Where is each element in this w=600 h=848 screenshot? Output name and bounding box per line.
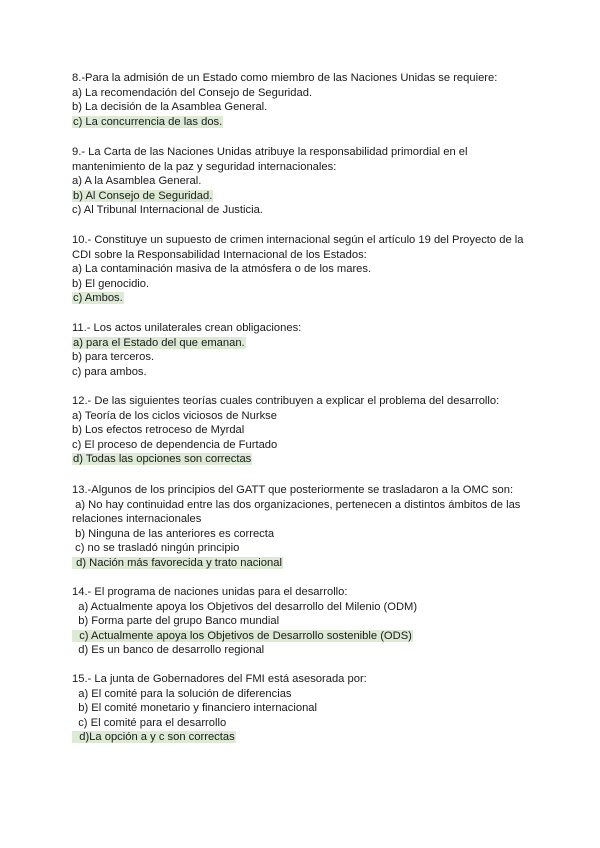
answer-option: c) Al Tribunal Internacional de Justicia. xyxy=(72,204,263,217)
question-15 xyxy=(72,672,532,745)
answer-option: b) La decisión de la Asamblea General. xyxy=(72,101,268,114)
answer-option: c) El comité para el desarrollo xyxy=(72,716,227,729)
correct-answer-option: a) para el Estado del que emanan. xyxy=(73,336,245,349)
correct-answer-option: c) Ambos. xyxy=(73,292,123,305)
answer-option: b) Forma parte del grupo Banco mundial xyxy=(72,615,280,628)
question-stem: 15.- La junta de Gobernadores del FMI está asesorada por: xyxy=(72,673,367,685)
question-stem: 8.-Para la admisión de un Estado como miembro de las Naciones Unidas se requiere: xyxy=(72,72,498,84)
question-stem: 9.- La Carta de las Naciones Unidas atribuye la responsabilidad primordial en el xyxy=(72,146,468,158)
correct-answer-option: d) Todas las opciones son correctas xyxy=(73,453,252,466)
question-13 xyxy=(72,483,532,571)
question-stem: 10.- Constituye un supuesto de crimen internacional según el artículo 19 del Proyecto de la xyxy=(72,234,524,246)
question-stem: 14.- El programa de naciones unidas para el desarrollo: xyxy=(72,586,348,598)
answer-option: b) Ninguna de las anteriores es correcta xyxy=(72,527,275,540)
question-8 xyxy=(72,71,532,129)
question-stem: 12.- De las siguientes teorías cuales contribuyen a explicar el problema del desarrollo: xyxy=(72,395,500,407)
question-stem: mantenimiento de la paz y seguridad internacionales: xyxy=(72,160,337,173)
correct-answer-option: d)La opción a y c son correctas xyxy=(73,731,235,744)
question-9 xyxy=(72,145,532,218)
answer-option: a) Actualmente apoya los Objetivos del desarrollo del Milenio (ODM) xyxy=(72,600,418,613)
question-11 xyxy=(72,321,532,379)
answer-option-continued: relaciones internacionales xyxy=(72,513,202,526)
correct-answer-option: b) Al Consejo de Seguridad. xyxy=(73,189,213,202)
answer-option: a) La recomendación del Consejo de Seguridad. xyxy=(72,86,313,99)
question-stem: CDI sobre la Responsabilidad Internacional de los Estados: xyxy=(72,248,367,261)
correct-answer-option: c) Actualmente apoya los Objetivos de Desarrollo sostenible (ODS) xyxy=(73,629,412,642)
answer-option: d) Es un banco de desarrollo regional xyxy=(72,644,265,657)
answer-option: b) Los efectos retroceso de Myrdal xyxy=(72,424,245,437)
answer-option: a) No hay continuidad entre las dos organizaciones, pertenecen a distintos ámbitos de las xyxy=(72,498,521,511)
answer-option: a) El comité para la solución de diferencias xyxy=(72,687,292,700)
question-12 xyxy=(72,394,532,467)
correct-answer-option: c) La concurrencia de las dos. xyxy=(73,115,223,128)
question-stem: 11.- Los actos unilaterales crean obligaciones: xyxy=(72,322,302,334)
question-14 xyxy=(72,585,532,658)
answer-option: b) para terceros. xyxy=(72,351,155,364)
answer-option: b) El comité monetario y financiero internacional xyxy=(72,702,317,715)
correct-answer-option: d) Nación más favorecida y trato nacional xyxy=(73,556,282,569)
answer-option: c) no se trasladó ningún principio xyxy=(72,542,240,555)
answer-option: a) La contaminación masiva de la atmósfera o de los mares. xyxy=(72,263,372,276)
answer-option: c) para ambos. xyxy=(72,365,147,378)
answer-option: b) El genocidio. xyxy=(72,277,150,290)
answer-option: a) Teoría de los ciclos viciosos de Nurkse xyxy=(72,409,277,422)
question-10 xyxy=(72,233,532,306)
answer-option: c) El proceso de dependencia de Furtado xyxy=(72,438,278,451)
answer-option: a) A la Asamblea General. xyxy=(72,175,202,188)
question-stem: 13.-Algunos de los principios del GATT que posteriormente se trasladaron a la OMC son: xyxy=(72,484,514,496)
